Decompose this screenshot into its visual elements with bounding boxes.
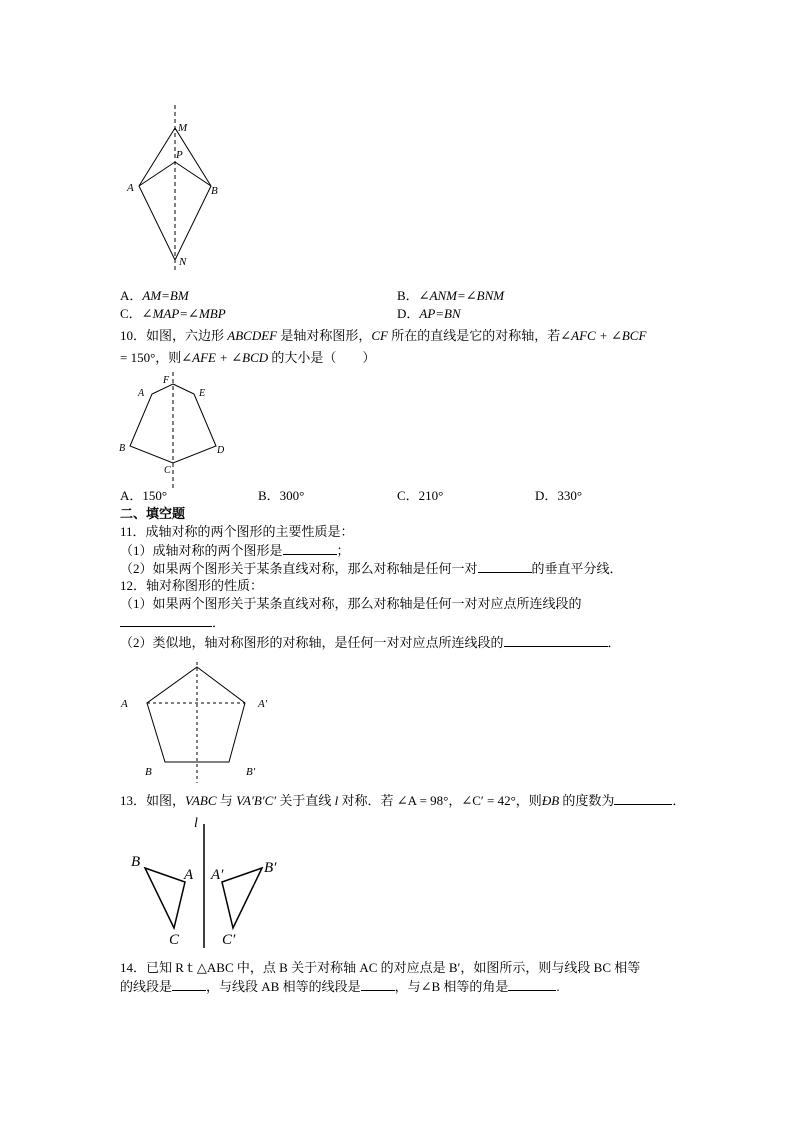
q12-part2: （2）类似地，轴对称图形的对称轴，是任何一对对应点所连线段的 ． [120, 635, 621, 650]
label-C: C [169, 932, 180, 948]
label-B: B [119, 443, 126, 454]
label-C: C [164, 465, 171, 476]
q9-option-d: D．AP=BN [397, 306, 461, 321]
q12-blank-1[interactable] [120, 614, 212, 627]
q9-option-b: B．∠ANM=∠BNM [397, 288, 505, 303]
label-A: A [121, 698, 128, 710]
q13-triangles-figure [125, 812, 295, 952]
q11-stem: 11．成轴对称的两个图形的主要性质是： [120, 524, 354, 539]
q14-blank-3[interactable] [508, 978, 556, 991]
q10-option-b: B．300° [258, 488, 305, 503]
label-B: B [131, 854, 141, 870]
label-M: M [178, 122, 188, 134]
q10-option-d: D．330° [535, 488, 583, 503]
q10-stem-line1: 10．如图，六边形 ABCDEF 是轴对称图形，CF 所在的直线是它的对称轴，若∠AFC + ∠BCF [120, 328, 647, 343]
label-A: A [138, 388, 145, 399]
label-l: l [194, 816, 198, 831]
q9-option-c: C．∠MAP=∠MBP [120, 306, 226, 321]
q12-pentagon-figure [115, 660, 285, 785]
q13-blank[interactable] [614, 792, 672, 805]
q11-blank-1[interactable] [283, 542, 337, 555]
label-F: F [163, 375, 170, 386]
label-C-prime: C′ [222, 932, 236, 948]
q11-part1: （1）成轴对称的两个图形是 ； [120, 543, 350, 558]
q9-figure [120, 100, 230, 275]
label-A: A [127, 182, 134, 194]
section-title: 二、填空题 [120, 506, 186, 521]
q12-part1: （1）如果两个图形关于某条直线对称，那么对称轴是任何一对对应点所连线段的 [120, 596, 582, 611]
pentagon-outline [147, 667, 245, 762]
q10-option-a: A．150° [120, 488, 168, 503]
q14-line1: 14．已知 Rｔ△ABC 中，点 B 关于对称轴 AC 的对应点是 B′，如图所示，则与线段 BC 相等 [120, 960, 641, 975]
q11-part2: （2）如果两个图形关于某条直线对称，那么对称轴是任何一对 的垂直平分线． [120, 561, 623, 576]
q9-option-a: A．AM=BM [120, 288, 189, 303]
q10-stem-line2: = 150°，则∠AFE + ∠BCD 的大小是（ ） [120, 350, 376, 365]
label-A-prime: A′ [258, 698, 268, 710]
label-B-prime: B′ [264, 860, 277, 876]
q10-hexagon-figure [115, 370, 235, 490]
q10-option-c: C．210° [397, 488, 444, 503]
label-E: E [199, 388, 206, 399]
q12-blank-2[interactable] [504, 634, 608, 647]
label-B: B [211, 185, 218, 197]
q12-stem: 12．轴对称图形的性质： [120, 578, 264, 593]
label-A-prime: A′ [211, 867, 224, 883]
q11-blank-2[interactable] [478, 560, 532, 573]
label-B-prime: B′ [246, 766, 256, 778]
q14-blank-2[interactable] [361, 978, 395, 991]
label-N: N [179, 256, 187, 268]
label-A: A [184, 867, 194, 883]
label-D: D [217, 445, 225, 456]
q14-blank-1[interactable] [172, 978, 206, 991]
label-B: B [145, 766, 152, 778]
triangle-A2B2C2 [222, 868, 262, 928]
triangle-ABC [145, 868, 185, 928]
label-P: P [176, 149, 183, 161]
q13-stem: 13．如图，VABC 与 VA′B′C′ 关于直线 l 对称．若 ∠A = 98°，∠C′ = 42°，则ÐB 的度数为 ． [120, 793, 686, 808]
q14-line2: 的线段是 ，与线段 AB 相等的线段是 ，与∠B 相等的角是 . [120, 979, 560, 994]
q12-part1-blank-line: ． [120, 614, 225, 631]
